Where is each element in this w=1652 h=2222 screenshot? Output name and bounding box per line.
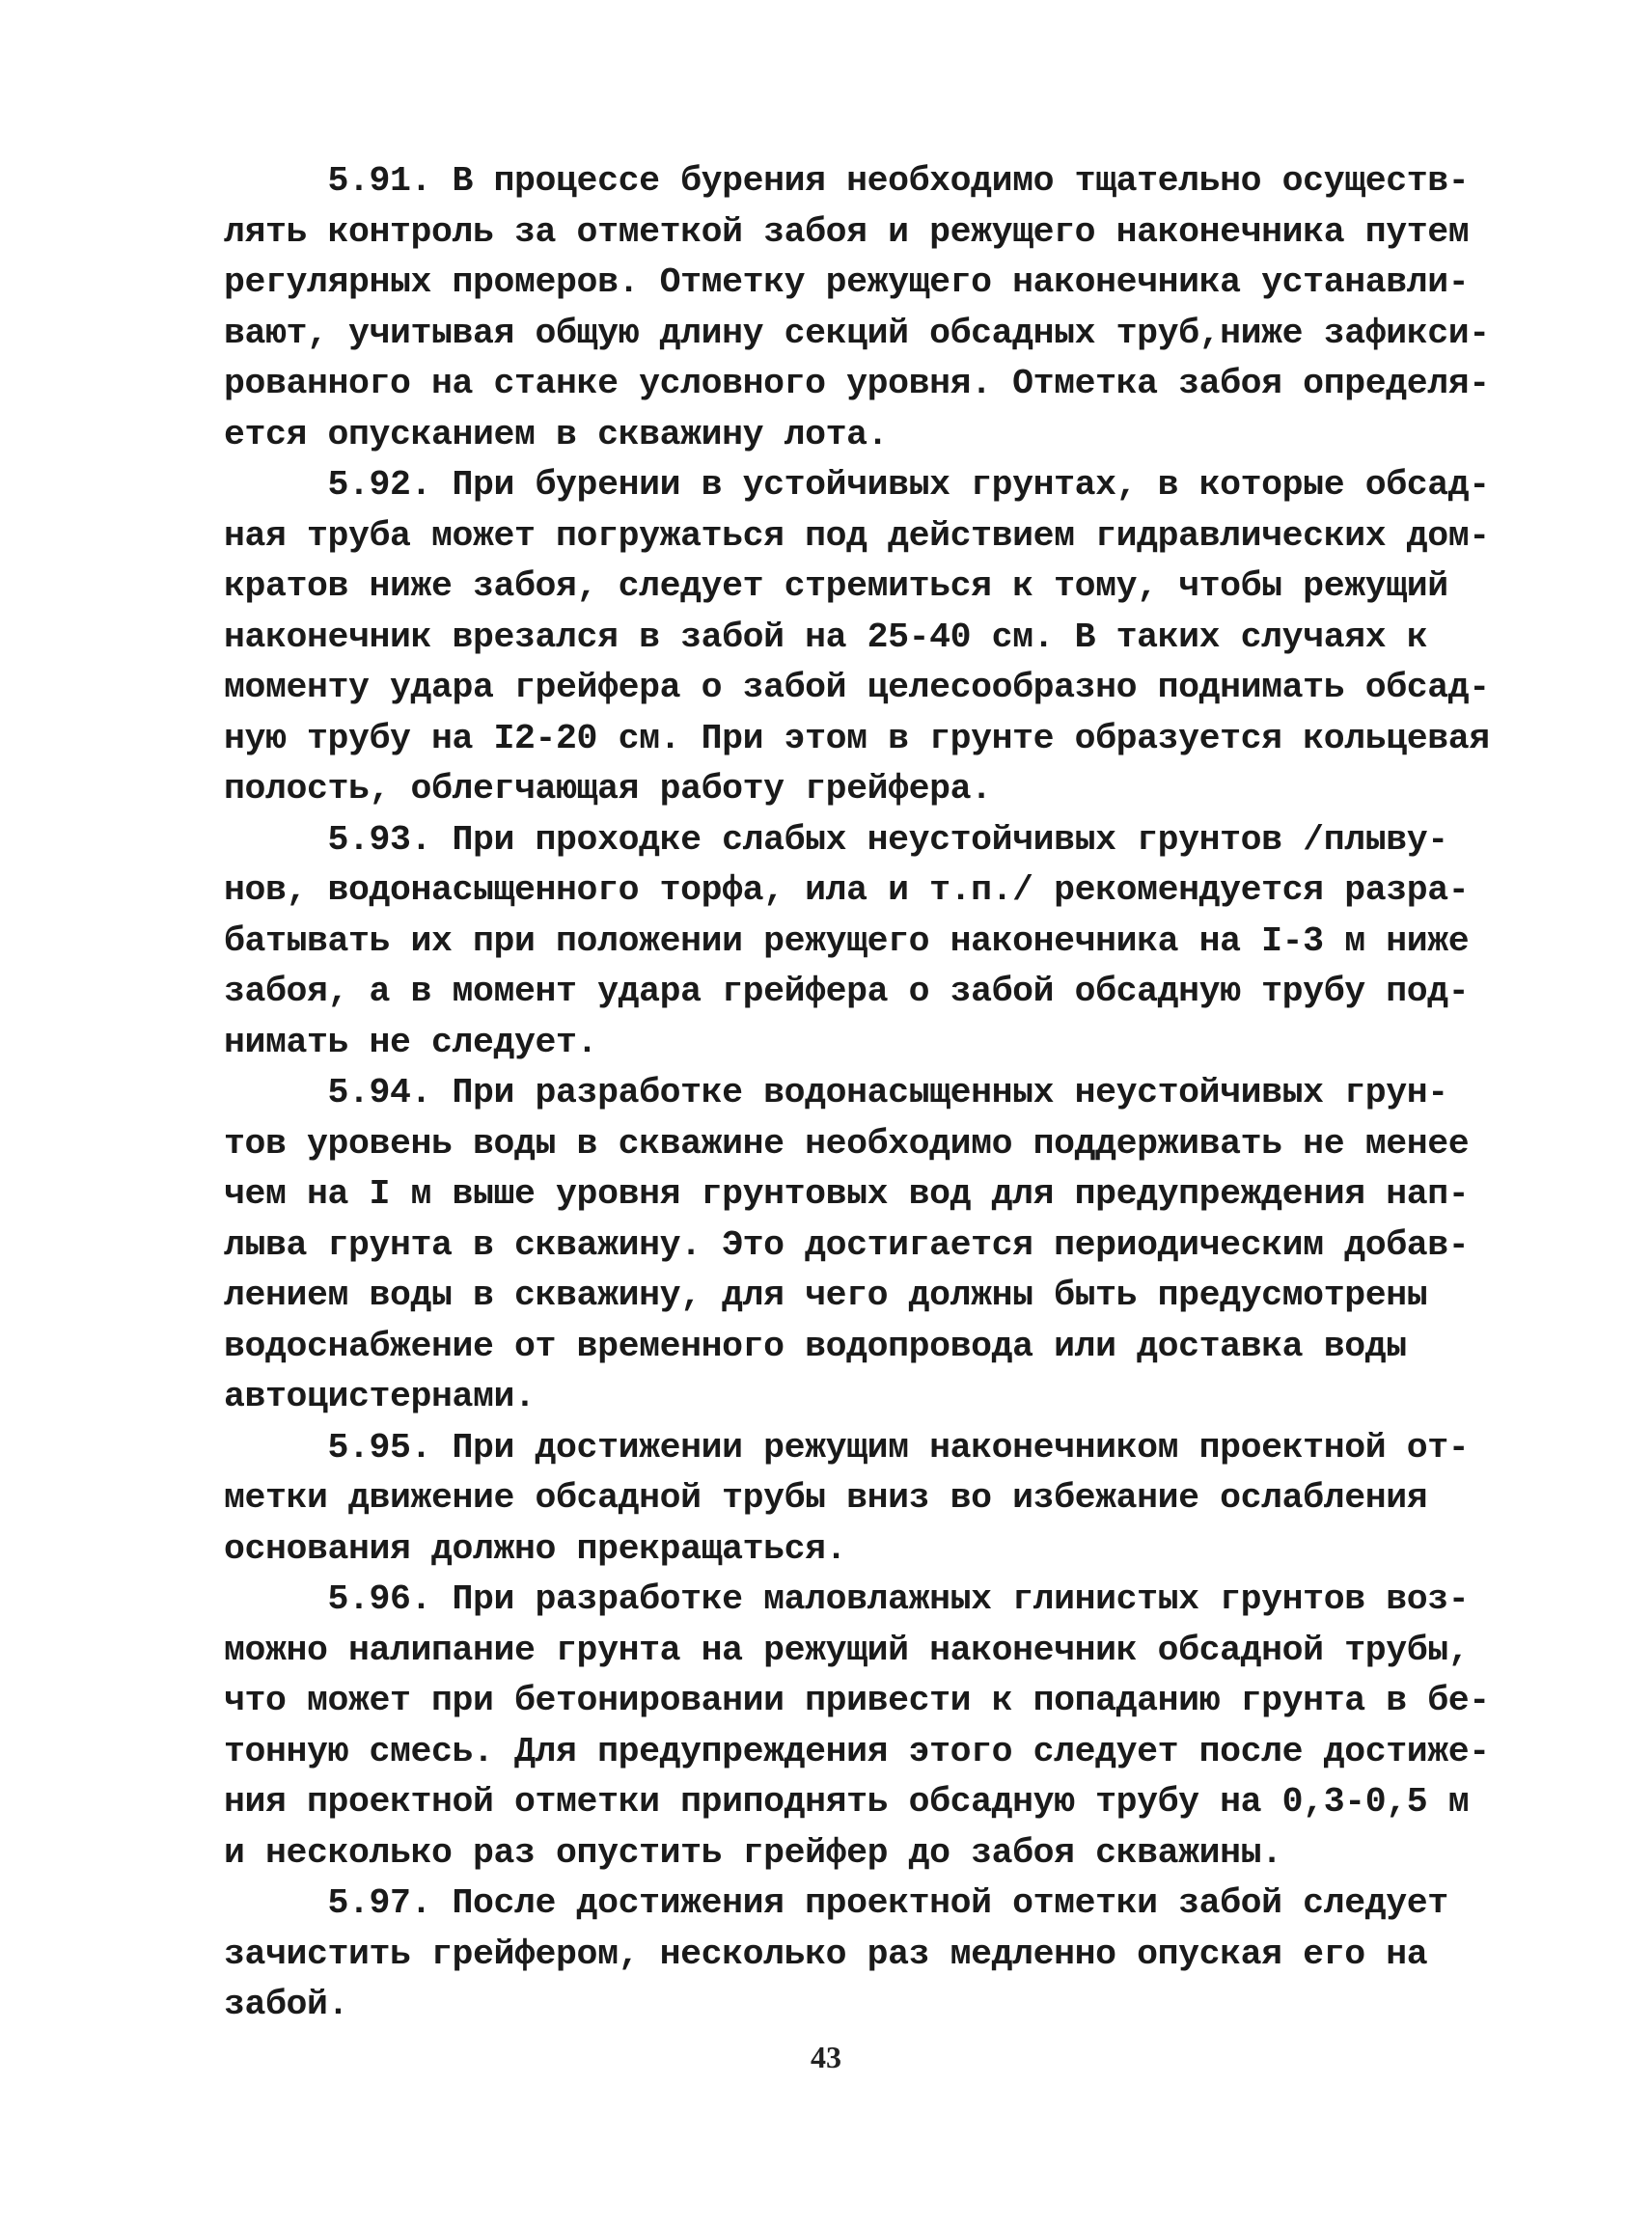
text-line: 5.92. При бурении в устойчивых грунтах, в которые обсад- [224,465,1490,505]
text-line: что может при бетонировании привести к попаданию грунта в бе- [224,1681,1490,1720]
text-line: нов, водонасыщенного торфа, ила и т.п./ рекомендуется разра- [224,870,1470,910]
text-line: и несколько раз опустить грейфер до забоя скважины. [224,1832,1282,1873]
text-line: вают, учитывая общую длину секций обсадных труб,ниже зафикси- [224,313,1490,353]
text-line: водоснабжение от временного водопровода или доставка воды [224,1326,1407,1366]
text-line: чем на I м выше уровня грунтовых вод для предупреждения нап- [224,1174,1470,1214]
text-line: ную трубу на I2-20 см. При этом в грунте образуется кольцевая [224,718,1490,758]
text-line: основания должно прекращаться. [224,1528,847,1569]
text-line: автоцистернами. [224,1377,536,1416]
text-line: тов уровень воды в скважине необходимо поддерживать не менее [224,1123,1470,1164]
text-line: лять контроль за отметкой забоя и режущего наконечника путем [224,211,1470,252]
text-line: 5.97. После достижения проектной отметки забой следует [224,1883,1448,1923]
text-line: моменту удара грейфера о забой целесообразно поднимать обсад- [224,668,1490,707]
text-line: наконечник врезался в забой на 25-40 см. В таких случаях к [224,617,1428,657]
text-line: ния проектной отметки приподнять обсадную трубу на 0,3-0,5 м [224,1782,1470,1822]
text-line: 5.91. В процессе бурения необходимо тщательно осуществ- [224,161,1470,201]
text-line: регулярных промеров. Отметку режущего наконечника устанавли- [224,262,1470,302]
text-line: можно налипание грунта на режущий наконечник обсадной трубы, [224,1630,1470,1670]
text-line: лыва грунта в скважину. Это достигается периодическим добав- [224,1224,1470,1265]
text-line: ная труба может погружаться под действием гидравлических дом- [224,515,1490,556]
text-line: метки движение обсадной трубы вниз во избежание ослабления [224,1478,1428,1518]
text-line: 5.94. При разработке водонасыщенных неустойчивых грун- [224,1073,1448,1112]
text-line: 5.95. При достижении режущим наконечником проектной от- [224,1427,1470,1468]
text-line: тонную смесь. Для предупреждения этого следует после достиже- [224,1731,1490,1771]
text-line: нимать не следует. [224,1022,598,1062]
text-line: батывать их при положении режущего наконечника на I-3 м ниже [224,920,1470,961]
text-line: забой. [224,1985,349,2024]
text-line: забоя, а в момент удара грейфера о забой обсадную трубу под- [224,972,1470,1011]
text-line: лением воды в скважину, для чего должны быть предусмотрены [224,1276,1428,1315]
text-line: 5.93. При проходке слабых неустойчивых грунтов /плыву- [224,819,1448,860]
page-number: 43 [811,2040,841,2074]
text-line: 5.96. При разработке маловлажных глинистых грунтов воз- [224,1579,1470,1619]
text-line: рованного на станке условного уровня. Отметка забоя определя- [224,364,1490,403]
text-line: кратов ниже забоя, следует стремиться к тому, чтобы режущий [224,566,1448,606]
text-line: полость, облегчающая работу грейфера. [224,769,992,809]
text-line: ется опусканием в скважину лота. [224,414,889,454]
text-line: зачистить грейфером, несколько раз медленно опуская его на [224,1934,1428,1974]
